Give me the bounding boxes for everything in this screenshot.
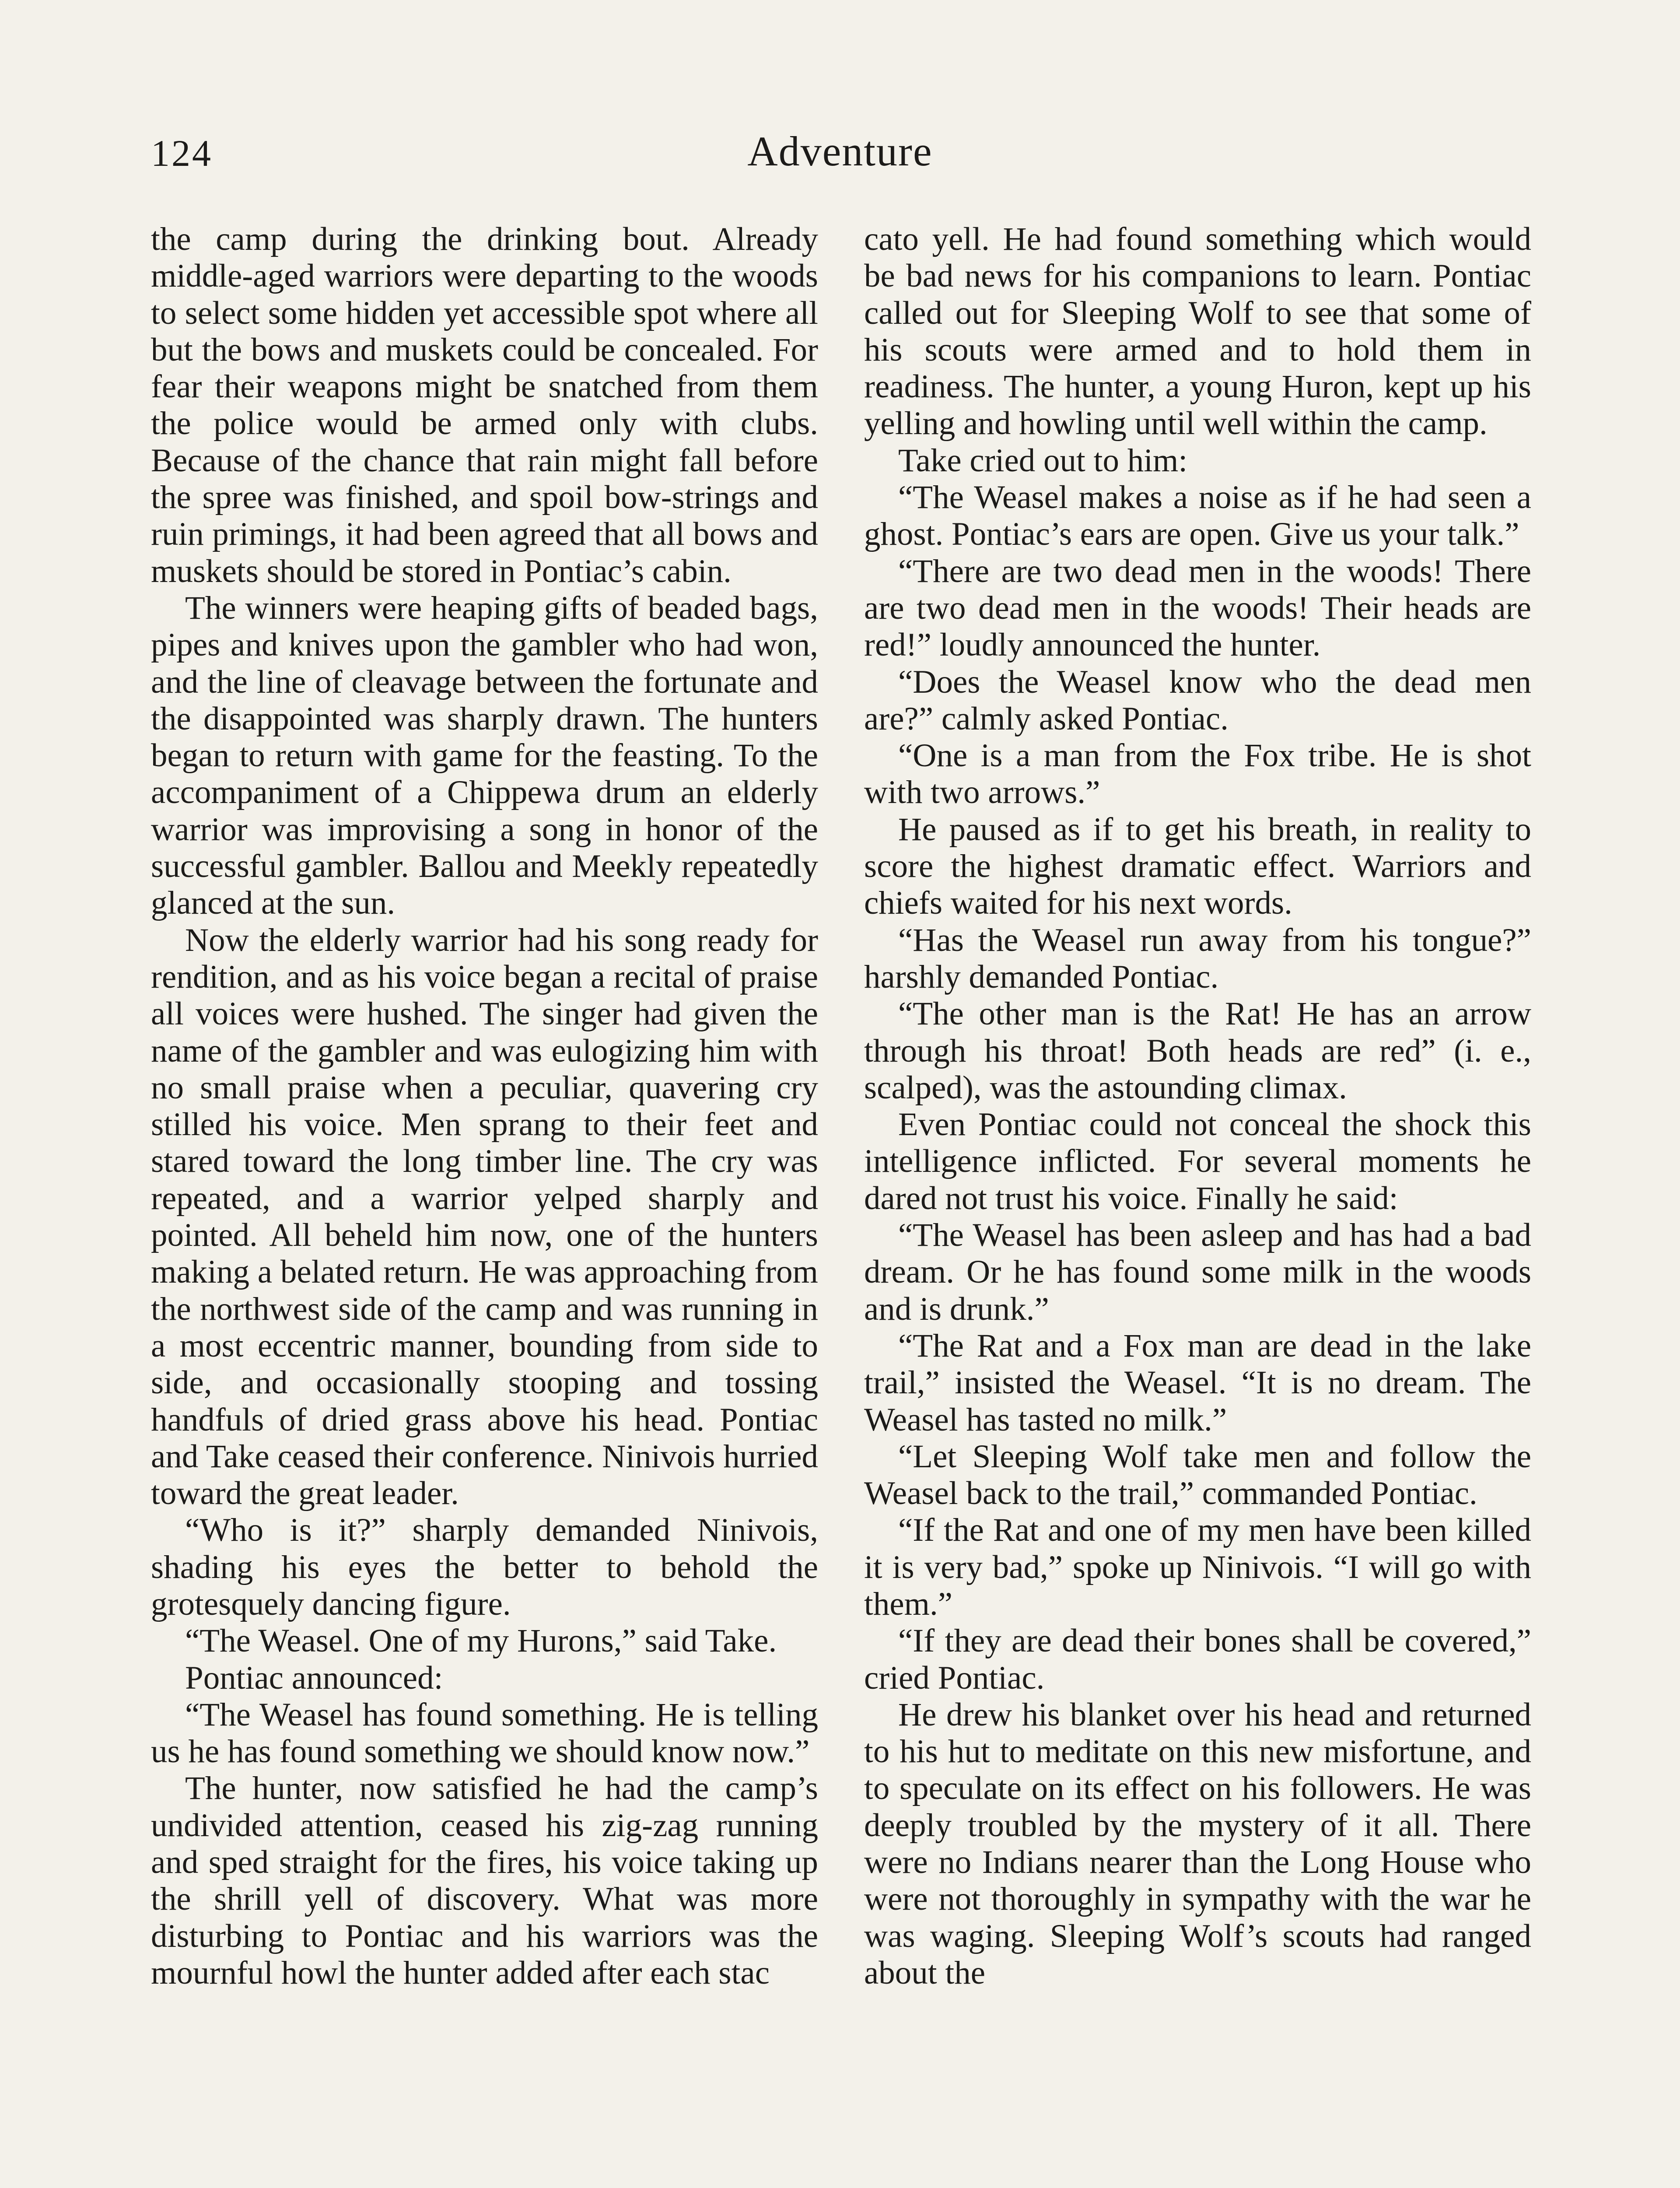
paragraph: “The Weasel has been asleep and has had a bad dream. Or he has found some milk in the woods and is drunk.” bbox=[864, 1217, 1531, 1327]
paragraph: “If the Rat and one of my men have been killed it is very bad,” spoke up Ninivois. “I will go with them.” bbox=[864, 1512, 1531, 1622]
paragraph: “The Rat and a Fox man are dead in the lake trail,” insisted the Weasel. “It is no dream. The Weasel has tasted no milk.” bbox=[864, 1327, 1531, 1438]
paragraph: Pontiac announced: bbox=[185, 1659, 443, 1696]
right-column bbox=[864, 221, 1531, 1992]
paragraph: “Has the Weasel run away from his tongue?” harshly demanded Pontiac. bbox=[864, 922, 1531, 995]
paragraph: He drew his blanket over his head and returned to his hut to meditate on this new misfortune, and to speculate on its effect on his followers. He was deeply troubled by the mystery of it all. There were no Indians nearer than the Long House who were not thoroughly in sympathy with the war he was waging. Sleeping Wolf’s scouts had ranged about the bbox=[864, 1696, 1531, 1991]
paragraph: the camp during the drinking bout. Already middle-aged warriors were departing to the woods to select some hidden yet accessible spot where all but the bows and muskets could be concealed. For fear their weapons might be snatched from them the police would be armed only with clubs. Because of the chance that rain might fall before the spree was finished, and spoil bow-strings and ruin primings, it had been agreed that all bows and muskets should be stored in Pontiac’s cabin. bbox=[151, 221, 818, 589]
page-number: 124 bbox=[151, 132, 213, 174]
paragraph: “Does the Weasel know who the dead men are?” calmly asked Pontiac. bbox=[864, 663, 1531, 737]
page-header bbox=[151, 127, 1529, 193]
paragraph: The hunter, now satisfied he had the camp’s undivided attention, ceased his zig-zag running and sped straight for the fires, his voice taking up the shrill yell of discovery. What was more disturbing to Pontiac and his warriors was the mournful howl the hunter added after each stac bbox=[151, 1770, 818, 1991]
paragraph: “Let Sleeping Wolf take men and follow the Weasel back to the trail,” commanded Pontiac. bbox=[864, 1438, 1531, 1512]
paragraph: “The Weasel has found something. He is telling us he has found something we should know now.” bbox=[151, 1696, 818, 1770]
paragraph: cato yell. He had found something which would be bad news for his companions to learn. Pontiac called out for Sleeping Wolf to see that some of his scouts were armed and to hold them in readiness. The hunter, a young Huron, kept up his yelling and howling until well within the camp. bbox=[864, 221, 1531, 442]
paragraph: “Who is it?” sharply demanded Ninivois, shading his eyes the better to behold the grotesquely dancing figure. bbox=[151, 1512, 818, 1622]
left-column bbox=[151, 221, 818, 1992]
paragraph: He paused as if to get his breath, in reality to score the highest dramatic effect. Warriors and chiefs waited for his next words. bbox=[864, 811, 1531, 922]
paragraph: “There are two dead men in the woods! There are two dead men in the woods! Their heads are red!” loudly announced the hunter. bbox=[864, 553, 1531, 663]
paragraph: “The other man is the Rat! He has an arrow through his throat! Both heads are red” (i. e., scalped), was the astounding climax. bbox=[864, 996, 1531, 1106]
running-head: Adventure bbox=[747, 128, 933, 175]
paragraph: Even Pontiac could not conceal the shock this intelligence inflicted. For several moments he dared not trust his voice. Finally he said: bbox=[864, 1106, 1531, 1217]
paragraph: Now the elderly warrior had his song ready for rendition, and as his voice began a recital of praise all voices were hushed. The singer had given the name of the gambler and was eulogizing him with no small praise when a peculiar, quavering cry stilled his voice. Men sprang to their feet and stared toward the long timber line. The cry was repeated, and a warrior yelped sharply and pointed. All beheld him now, one of the hunters making a belated return. He was approaching from the northwest side of the camp and was running in a most eccentric manner, bounding from side to side, and occasionally stooping and tossing handfuls of dried grass above his head. Pontiac and Take ceased their conference. Ninivois hurried toward the great leader. bbox=[151, 922, 818, 1512]
paragraph: “If they are dead their bones shall be covered,” cried Pontiac. bbox=[864, 1623, 1531, 1696]
paragraph: The winners were heaping gifts of beaded bags, pipes and knives upon the gambler who had won, and the line of cleavage between the fortunate and the disappointed was sharply drawn. The hunters began to return with game for the feasting. To the accompaniment of a Chippewa drum an elderly warrior was improvising a song in honor of the successful gambler. Ballou and Meekly repeatedly glanced at the sun. bbox=[151, 589, 818, 922]
paragraph: “One is a man from the Fox tribe. He is shot with two arrows.” bbox=[864, 737, 1531, 811]
paragraph: “The Weasel makes a noise as if he had seen a ghost. Pontiac’s ears are open. Give us your talk.” bbox=[864, 479, 1531, 553]
paragraph: Take cried out to him: bbox=[898, 442, 1188, 479]
paragraph: “The Weasel. One of my Hurons,” said Take. bbox=[185, 1623, 777, 1659]
